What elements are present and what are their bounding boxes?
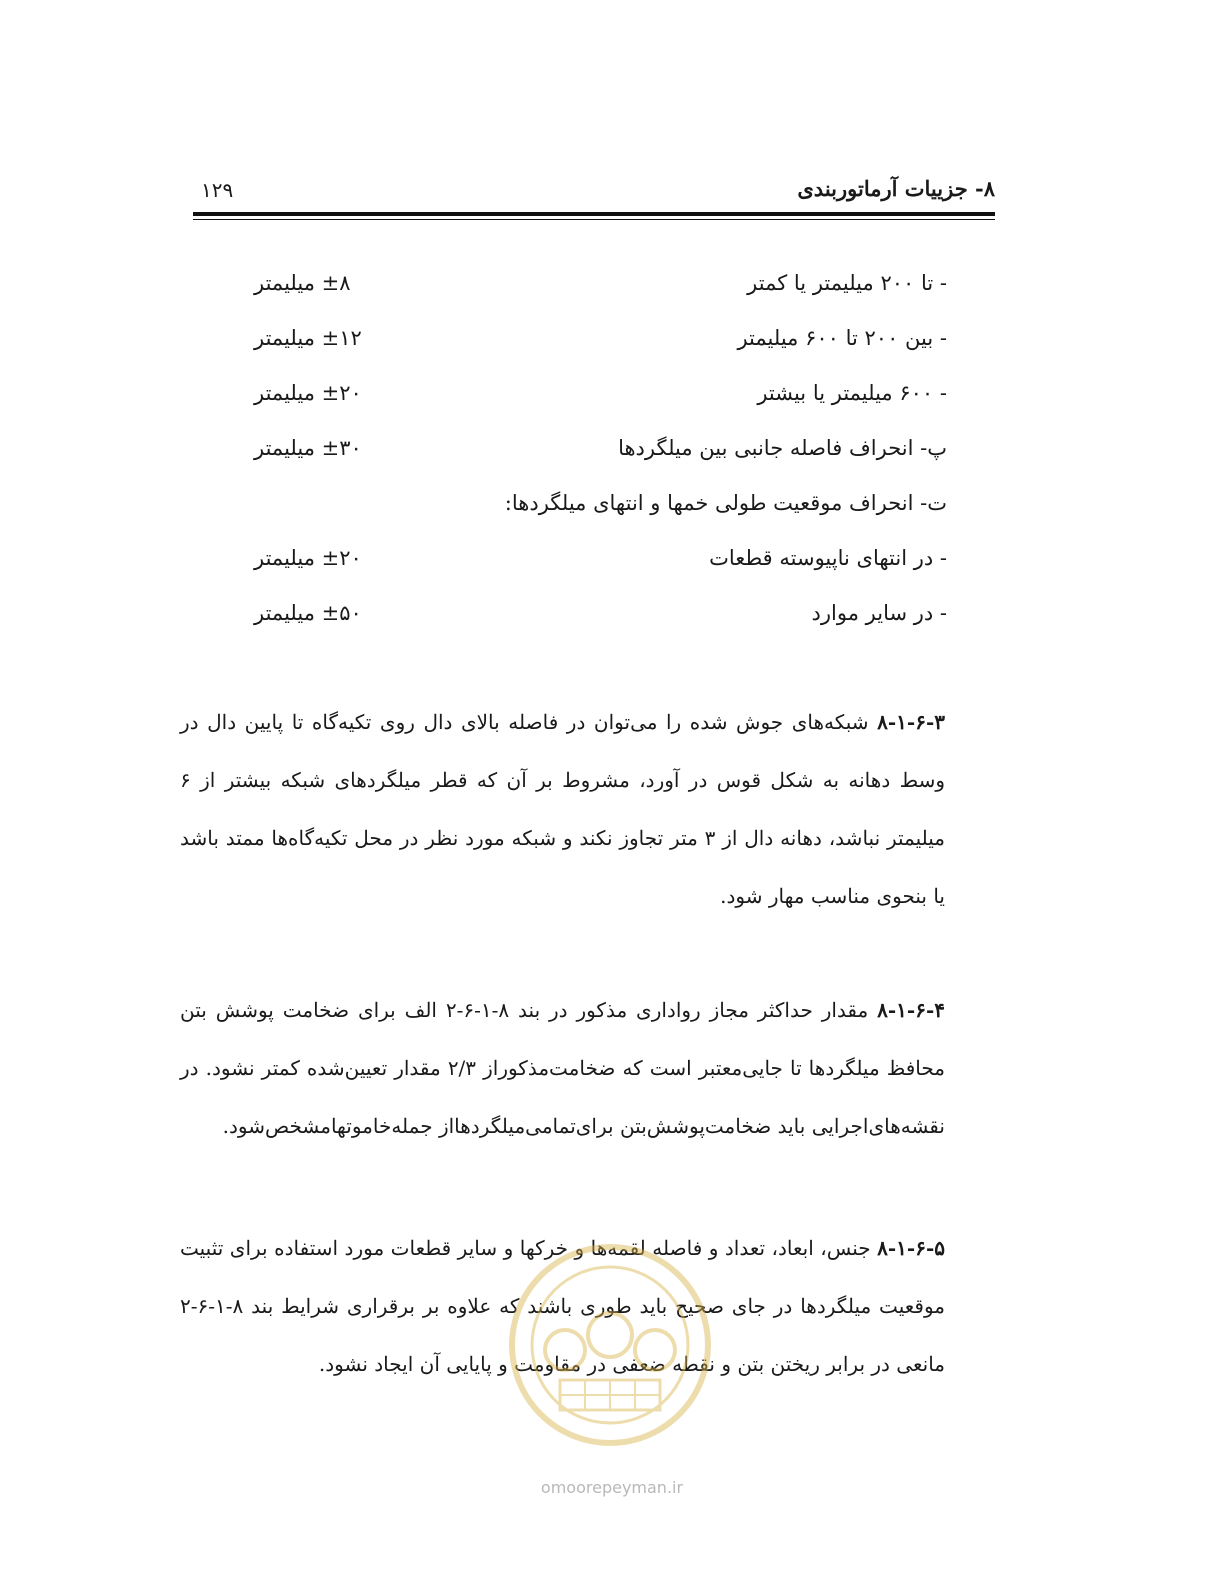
chapter-title: ۸- جزییات آرماتوربندی (797, 176, 995, 201)
tolerance-label: پ- انحراف فاصله جانبی بین میلگردها (618, 436, 947, 460)
clause-text: جنس، ابعاد، تعداد و فاصله لقمه‌ها و خرکها و سایر قطعات مورد استفاده برای تثبیت موقعیت میلگردها در جای صحیح باید طوری باشند که علاوه بر برقراری شرایط بند ۸-۱-۶-۲ مانعی در برابر ریختن بتن و نقطه ضعفی در مقاومت و پایایی آن ایجاد نشود. (180, 1236, 945, 1376)
watermark-site: omoorepeyman.ir (540, 1478, 684, 1497)
tolerance-value: ±۱۲ میلیمتر (254, 326, 362, 350)
tolerance-label: - در انتهای ناپیوسته قطعات (709, 546, 947, 570)
clause-8-1-6-3 (180, 693, 945, 925)
tolerance-label: - بین ۲۰۰ تا ۶۰۰ میلیمتر (737, 326, 947, 350)
tolerance-row (240, 595, 955, 650)
header-rule-thick (193, 212, 995, 216)
tolerance-list (240, 265, 955, 650)
clause-text: مقدار حداکثر مجاز رواداری مذکور در بند ۸-۱-۶-۲ الف برای ضخامت پوشش بتن محافظ میلگردها تا جایی‌معتبر است که ضخامت‌مذکوراز ۲/۳ مقدار تعیین‌شده کمتر نشود. در نقشه‌های‌اجرایی باید ضخامت‌پوشش‌بتن برای‌تمامی‌میلگردهااز جمله‌خاموتهامشخص‌شود. (180, 998, 946, 1138)
clause-8-1-6-4 (180, 981, 945, 1155)
tolerance-value: ±۳۰ میلیمتر (254, 436, 362, 460)
tolerance-row (240, 540, 955, 595)
tolerance-value: ±۸ میلیمتر (254, 271, 351, 295)
tolerance-row (240, 430, 955, 485)
tolerance-value: ±۲۰ میلیمتر (254, 381, 362, 405)
tolerance-row (240, 485, 955, 540)
tolerance-value: ±۲۰ میلیمتر (254, 546, 362, 570)
clause-number: ۸-۱-۶-۳ (877, 710, 946, 734)
tolerance-label: ت- انحراف موقعیت طولی خمها و انتهای میلگردها: (504, 491, 947, 515)
watermark-seal-icon (505, 1240, 715, 1450)
clause-number: ۸-۱-۶-۵ (877, 1236, 946, 1260)
page-header (193, 176, 995, 210)
tolerance-label: - در سایر موارد (811, 601, 947, 625)
header-rule-thin (193, 219, 995, 220)
tolerance-row (240, 265, 955, 320)
tolerance-row (240, 375, 955, 430)
tolerance-row (240, 320, 955, 375)
tolerance-value: ±۵۰ میلیمتر (254, 601, 362, 625)
tolerance-label: - ۶۰۰ میلیمتر یا بیشتر (757, 381, 947, 405)
page-number: ۱۲۹ (201, 178, 234, 202)
tolerance-label: - تا ۲۰۰ میلیمتر یا کمتر (747, 271, 947, 295)
clause-text: شبکه‌های جوش شده را می‌توان در فاصله بالای دال روی تکیه‌گاه تا پایین دال در وسط دهانه به شکل قوس در آورد، مشروط بر آن که قطر میلگردهای شبکه بیشتر از ۶ میلیمتر نباشد، دهانه دال از ۳ متر تجاوز نکند و شبکه مورد نظر در محل تکیه‌گاه‌ها ممتد باشد یا بنحوی مناسب مهار شود. (180, 710, 945, 908)
clause-number: ۸-۱-۶-۴ (877, 998, 945, 1022)
